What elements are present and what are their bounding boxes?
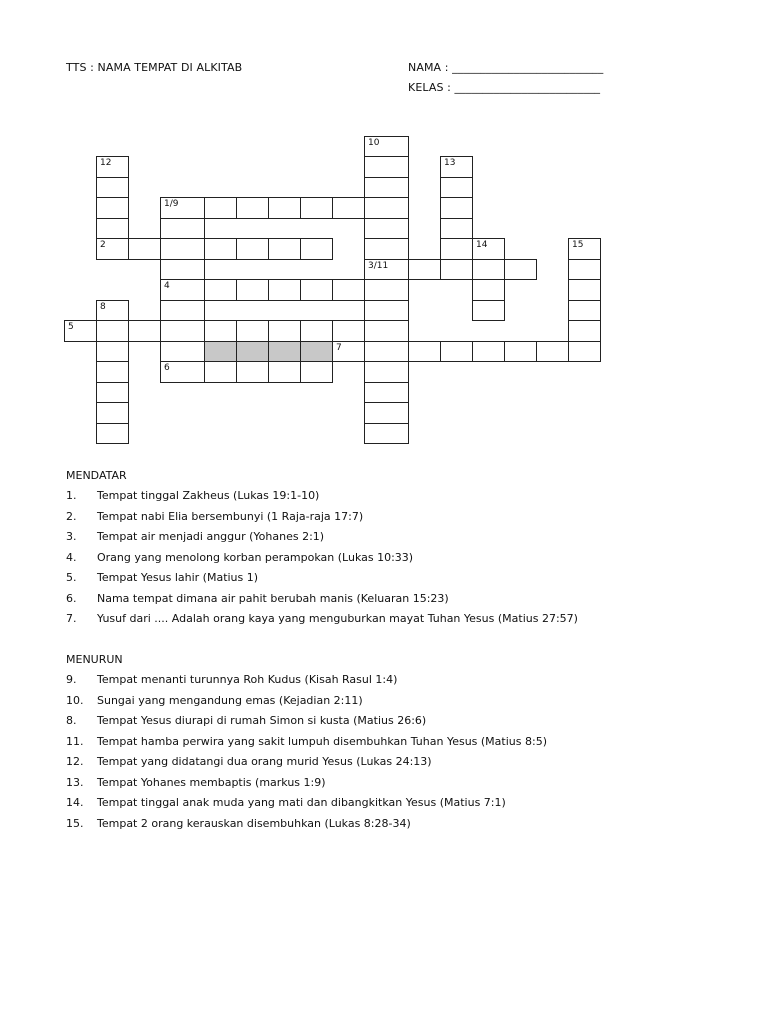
crossword-cell[interactable] [364, 259, 409, 280]
crossword-cell[interactable] [300, 279, 333, 301]
crossword-cell[interactable] [300, 320, 333, 342]
crossword-cell[interactable] [332, 197, 365, 219]
class-field[interactable]: KELAS : __________________________ [408, 81, 601, 94]
crossword-cell[interactable] [160, 197, 205, 219]
crossword-cell[interactable] [96, 300, 129, 321]
clue-text: Tempat 2 orang kerauskan disembuhkan (Lukas 8:28-34) [97, 816, 411, 830]
crossword-cell[interactable] [160, 279, 205, 301]
clue-number-label: 6 [164, 363, 170, 373]
clue-number-label: 2 [100, 240, 106, 250]
clue-number: 15. [66, 816, 84, 830]
crossword-cell[interactable] [268, 279, 301, 301]
crossword-cell[interactable] [364, 238, 409, 260]
crossword-cell[interactable] [64, 320, 97, 342]
crossword-cell[interactable] [96, 423, 129, 444]
clue-number: 1. [66, 489, 77, 502]
crossword-cell[interactable] [472, 259, 505, 280]
crossword-cell[interactable] [364, 423, 409, 444]
crossword-cell[interactable] [440, 197, 473, 219]
menurun-heading: MENURUN [66, 653, 123, 666]
crossword-cell[interactable] [160, 341, 205, 362]
crossword-cell[interactable] [160, 361, 205, 383]
clue-number: 11. [66, 734, 84, 748]
crossword-cell[interactable] [96, 361, 129, 383]
crossword-cell[interactable] [268, 320, 301, 342]
crossword-cell[interactable] [504, 259, 537, 280]
mendatar-heading: MENDATAR [66, 469, 127, 482]
clue-text: Tempat Yesus diurapi di rumah Simon si kusta (Matius 26:6) [97, 714, 427, 727]
crossword-cell[interactable] [472, 341, 505, 362]
clue-number-label: 7 [336, 343, 342, 353]
crossword-cell[interactable] [364, 382, 409, 403]
clue-number-label: 13 [444, 158, 456, 168]
crossword-cell[interactable] [408, 341, 441, 362]
crossword-cell[interactable] [440, 218, 473, 239]
clue-text: Tempat hamba perwira yang sakit lumpuh disembuhkan Tuhan Yesus (Matius 8:5) [97, 734, 547, 748]
clue-number: 6. [66, 591, 77, 605]
shaded-cell [204, 341, 237, 362]
crossword-cell[interactable] [96, 197, 129, 219]
crossword-cell[interactable] [96, 402, 129, 424]
crossword-cell[interactable] [364, 136, 409, 157]
crossword-cell[interactable] [364, 177, 409, 198]
clue-text: Nama tempat dimana air pahit berubah manis (Keluaran 15:23) [97, 591, 449, 605]
clue-text: Tempat nabi Elia bersembunyi (1 Raja-raja 17:7) [97, 509, 364, 523]
clue-number: 10. [66, 693, 84, 707]
crossword-cell[interactable] [364, 341, 409, 362]
clue-number-label: 15 [572, 240, 584, 250]
crossword-cell[interactable] [96, 156, 129, 178]
clue-number: 13. [66, 775, 84, 789]
crossword-cell[interactable] [204, 361, 237, 383]
clue-number: 3. [66, 530, 77, 543]
crossword-cell[interactable] [440, 259, 473, 280]
crossword-cell[interactable] [568, 320, 601, 342]
crossword-cell[interactable] [440, 177, 473, 198]
clue-number: 8. [66, 714, 77, 727]
crossword-cell[interactable] [472, 279, 505, 301]
clue-number: 5. [66, 571, 77, 584]
crossword-cell[interactable] [204, 197, 237, 219]
clue-text: Tempat tinggal anak muda yang mati dan dibangkitkan Yesus (Matius 7:1) [97, 796, 506, 809]
crossword-cell[interactable] [332, 279, 365, 301]
crossword-cell[interactable] [332, 320, 365, 342]
clue-text: Orang yang menolong korban perampokan (Lukas 10:33) [97, 550, 414, 564]
clue-number: 9. [66, 673, 77, 686]
clue-number-label: 8 [100, 302, 106, 312]
clue-text: Tempat Yesus lahir (Matius 1) [97, 571, 259, 584]
crossword-cell[interactable] [300, 197, 333, 219]
crossword-cell[interactable] [160, 238, 205, 260]
crossword-cell[interactable] [364, 320, 409, 342]
crossword-cell[interactable] [440, 341, 473, 362]
crossword-cell[interactable] [472, 300, 505, 321]
clue-text: Tempat tinggal Zakheus (Lukas 19:1-10) [97, 489, 320, 502]
crossword-cell[interactable] [204, 279, 237, 301]
crossword-cell[interactable] [504, 341, 537, 362]
crossword-cell[interactable] [440, 156, 473, 178]
crossword-cell[interactable] [568, 300, 601, 321]
shaded-cell [268, 341, 301, 362]
clue-text: Tempat yang didatangi dua orang murid Yesus (Lukas 24:13) [97, 755, 432, 768]
crossword-cell[interactable] [204, 238, 237, 260]
crossword-cell[interactable] [128, 238, 161, 260]
crossword-cell[interactable] [96, 382, 129, 403]
clue-number: 12. [66, 755, 84, 768]
crossword-cell[interactable] [268, 238, 301, 260]
clue-number: 4. [66, 550, 77, 564]
clue-text: Tempat menanti turunnya Roh Kudus (Kisah Rasul 1:4) [97, 673, 398, 686]
crossword-cell[interactable] [268, 361, 301, 383]
crossword-cell[interactable] [96, 218, 129, 239]
crossword-cell[interactable] [300, 238, 333, 260]
crossword-cell[interactable] [204, 320, 237, 342]
clue-text: Yusuf dari .... Adalah orang kaya yang menguburkan mayat Tuhan Yesus (Matius 27:57) [97, 612, 578, 625]
crossword-cell[interactable] [96, 177, 129, 198]
clue-text: Tempat air menjadi anggur (Yohanes 2:1) [97, 530, 325, 543]
crossword-cell[interactable] [568, 341, 601, 362]
crossword-cell[interactable] [568, 238, 601, 260]
clue-number-label: 1/9 [164, 199, 179, 209]
clue-number: 14. [66, 796, 84, 809]
clue-number-label: 3/11 [368, 261, 389, 271]
crossword-cell[interactable] [96, 238, 129, 260]
clue-number-label: 5 [68, 322, 74, 332]
crossword-cell[interactable] [364, 300, 409, 321]
clue-text: Tempat Yohanes membaptis (markus 1:9) [97, 775, 326, 789]
crossword-cell[interactable] [160, 218, 205, 239]
worksheet-title: TTS : NAMA TEMPAT DI ALKITAB [66, 61, 243, 74]
shaded-cell [300, 341, 333, 362]
crossword-cell[interactable] [568, 279, 601, 301]
name-field[interactable]: NAMA : ___________________________ [408, 61, 604, 74]
crossword-cell[interactable] [236, 238, 269, 260]
crossword-cell[interactable] [408, 259, 441, 280]
crossword-cell[interactable] [96, 341, 129, 362]
crossword-cell[interactable] [160, 259, 205, 280]
crossword-cell[interactable] [300, 361, 333, 383]
clue-number: 2. [66, 509, 77, 523]
clue-number: 7. [66, 612, 77, 625]
crossword-cell[interactable] [236, 320, 269, 342]
crossword-cell[interactable] [364, 361, 409, 383]
clue-number-label: 10 [368, 138, 380, 148]
shaded-cell [236, 341, 269, 362]
crossword-grid [0, 0, 768, 460]
clue-number-label: 4 [164, 281, 170, 291]
clue-number-label: 12 [100, 158, 112, 168]
crossword-cell[interactable] [536, 341, 569, 362]
crossword-cell[interactable] [440, 238, 473, 260]
crossword-cell[interactable] [364, 156, 409, 178]
crossword-cell[interactable] [364, 218, 409, 239]
crossword-cell[interactable] [236, 197, 269, 219]
crossword-cell[interactable] [364, 279, 409, 301]
crossword-cell[interactable] [236, 361, 269, 383]
clue-text: Sungai yang mengandung emas (Kejadian 2:11) [97, 693, 363, 707]
crossword-cell[interactable] [96, 320, 129, 342]
crossword-cell[interactable] [568, 259, 601, 280]
crossword-cell[interactable] [160, 320, 205, 342]
crossword-cell[interactable] [364, 197, 409, 219]
crossword-cell[interactable] [268, 197, 301, 219]
crossword-cell[interactable] [364, 402, 409, 424]
clue-number-label: 14 [476, 240, 488, 250]
crossword-cell[interactable] [236, 279, 269, 301]
crossword-cell[interactable] [160, 300, 205, 321]
crossword-cell[interactable] [472, 238, 505, 260]
crossword-cell[interactable] [128, 320, 161, 342]
crossword-cell[interactable] [332, 341, 365, 362]
